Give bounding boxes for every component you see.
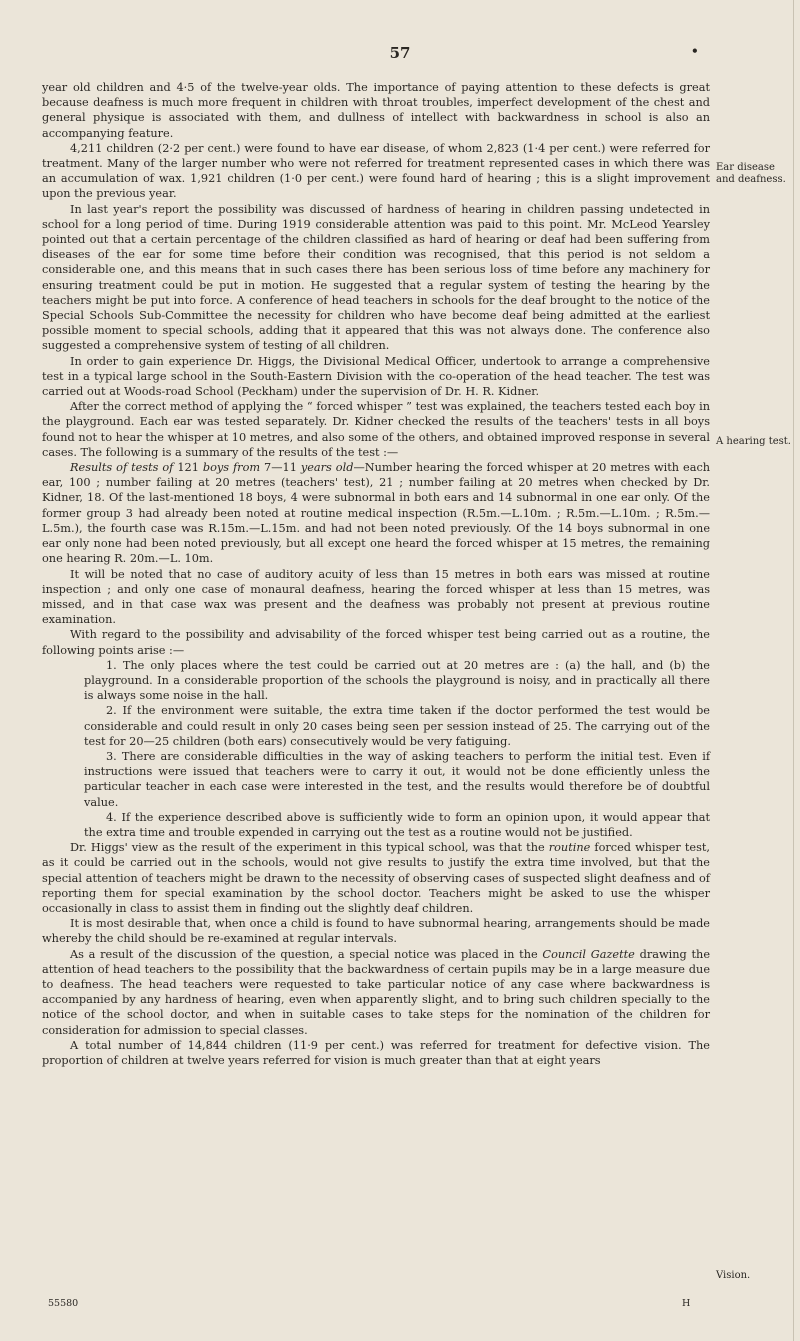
paragraph: In order to gain experience Dr. Higgs, the Divisional Medical Officer, undertook to arrange a comprehensive test in a typical large school in the South-Eastern Division with the co-operation of the head teacher. The test was carried out at Woods-road School (Peckham) under the supervision of Dr. H. R. Kidner. [42, 354, 710, 399]
paragraph-start: Dr. Higgs' view as the result of the experiment in this typical school, was that the [70, 841, 545, 855]
results-count: 121 [177, 461, 199, 475]
margin-note-hearing-test: A hearing test. [716, 436, 791, 447]
paragraph [42, 947, 710, 1038]
point-item: 1. The only places where the test could be carried out at 20 metres are : (a) the hall, and (b) the playground. In a considerable proportion of the schools the playground is noisy, and in practically all there is always some noise in the hall. [84, 658, 710, 703]
paragraph-continuation: forced whisper test, as it could be carried out in the schools, would not give results to justify the extra time involved, but that the special attention of teachers might be drawn to the necessity of observing cases of suspected slight deafness and of reporting them for special examination by the school doctor. Teachers might be asked to use the whisper occasionally in class to assist them in finding out the slightly deaf children. [42, 841, 711, 915]
results-lead: —Number hearing the forced whisper at 20 [353, 461, 607, 475]
corner-mark: • [691, 44, 699, 58]
results-ages: 7—11 [264, 461, 297, 475]
paragraph: A total number of 14,844 children (11·9 per cent.) was referred for treatment for defective vision. The proportion of children at twelve years referred for vision is much greater than that at eight years [42, 1038, 710, 1067]
paragraph: year old children and 4·5 of the twelve-year olds. The importance of paying attention to these defects is great because deafness is much more frequent in children with throat troubles, imperfect development of the chest and general physique is associated with them, and dullness of intellect with backwardness in school is also an accompanying feature. [42, 81, 710, 140]
paragraph: It is most desirable that, when once a child is found to have subnormal hearing, arrangements should be made whereby the child should be re-examined at regular intervals. [42, 917, 710, 946]
paragraph-start: As a result of the discussion of the question, a special notice was placed in the [70, 947, 538, 961]
footer-signature: 55580 [48, 1298, 79, 1309]
body-text [42, 80, 710, 1068]
results-years-old: years old [300, 461, 354, 475]
gazette-title: Council Gazette [542, 947, 635, 961]
point-item: 2. If the environment were suitable, the extra time taken if the doctor performed the test would be considerable and could result in only 20 cases being seen per session instead of 25. The carrying out of the test for 20—25 children (both ears) consecutively would be very fatiguing. [84, 704, 710, 748]
results-heading: Results of tests of [70, 461, 174, 475]
footer-sheet-mark: H [682, 1298, 691, 1309]
paragraph: It will be noted that no case of auditory acuity of less than 15 metres in both ears was missed at routine inspection ; and only one case of monaural deafness, hearing the forced whisper at less than 15 metres, was missed, and in that case wax was present and the deafness was probably not present at previous routine examination. [42, 567, 710, 627]
point-item: 4. If the experience described above is sufficiently wide to form an opinion upon, it would appear that the extra time and trouble expended in carrying out the test as a routine would not be justified. [84, 810, 710, 839]
paragraph-continuation: metres with each ear, 100 ; number failing at 20 metres (teachers' test), 21 ; number failing at 20 metres when checked by Dr. Kidner, 18. Of the last-mentioned 18 boys, 4 were subnormal in both ears and 14 subnormal in one ear only. Of the former group 3 had already been noted at routine medical inspection (R.5m.—L.10m. ; R.5m.—L.10m. ; R.5m.—L.5m.), the fourth case was R.15m.—L.15m. and had not been noted previously. Of the 14 boys subnormal in one ear only none had been noted previously, but all except one heard the forced whisper at 15 metres, the remaining one hearing R. 20m.—L. 10m. [42, 461, 711, 566]
paragraph [42, 840, 710, 916]
page-edge [793, 0, 794, 1341]
paragraph: With regard to the possibility and advisability of the forced whisper test being carried out as a routine, the following points arise :— [42, 628, 710, 657]
paragraph: In last year's report the possibility was discussed of hardness of hearing in children passing undetected in school for a long period of time. During 1919 considerable attention was paid to this point. Mr. McLeod Yearsley pointed out that a certain percentage of the children classified as hard of hearing or deaf had been suffering from diseases of the ear for some time before their condition was recognised, that this period is not seldom a considerable one, and this means that in such cases there has been serious loss of time before any machinery for ensuring treatment could be put in motion. He suggested that a regular system of testing the hearing by the teachers might be put into force. A conference of head teachers in schools for the deaf brought to the notice of the Special Schools Sub-Committee the necessity for children who have become deaf being admitted at the earliest possible moment to special schools, adding that it appeared that this was not always done. The conference also suggested a comprehensive system of testing of all children. [42, 202, 710, 353]
paragraph [42, 460, 710, 566]
page-number: 57 [389, 44, 411, 62]
paragraph: 4,211 children (2·2 per cent.) were found to have ear disease, of whom 2,823 (1·4 per cent.) were referred for treatment. Many of the larger number who were not referred for treatment represented cases in which there was an accumulation of wax. 1,921 children (1·0 per cent.) were found hard of hearing ; this is a slight improvement upon the previous year. [42, 141, 710, 201]
margin-note-vision: Vision. [716, 1270, 751, 1281]
margin-note-ear-disease: Ear disease and deafness. [716, 162, 786, 185]
paragraph: After the correct method of applying the “ forced whisper ” test was explained, the teachers tested each boy in the playground. Each ear was tested separately. Dr. Kidner checked the results of the teachers' tests in all boys found not to hear the whisper at 10 metres, and also some of the others, and obtained improved response in several cases. The following is a summary of the results of the test :— [42, 400, 710, 459]
routine-emphasis: routine [548, 841, 591, 855]
point-item: 3. There are considerable difficulties in the way of asking teachers to perform the initial test. Even if instructions were issued that teachers were to carry it out, it would not be done efficiently unless the particular teacher in each case were interested in the test, and the results would therefore be of doubtful value. [84, 749, 710, 809]
results-boys-from: boys from [202, 461, 261, 475]
paragraph-continuation: drawing the attention of head teachers to the possibility that the backwardness of certain pupils may be in a large measure due to deafness. The head teachers were requested to take particular notice of any case where backwardness is accompanied by any hardness of hearing, even when apparently slight, and to bring such children specially to the notice of the school doctor, and when in suitable cases to take steps for the nomination of the children for consideration for admission to special classes. [42, 947, 710, 1037]
